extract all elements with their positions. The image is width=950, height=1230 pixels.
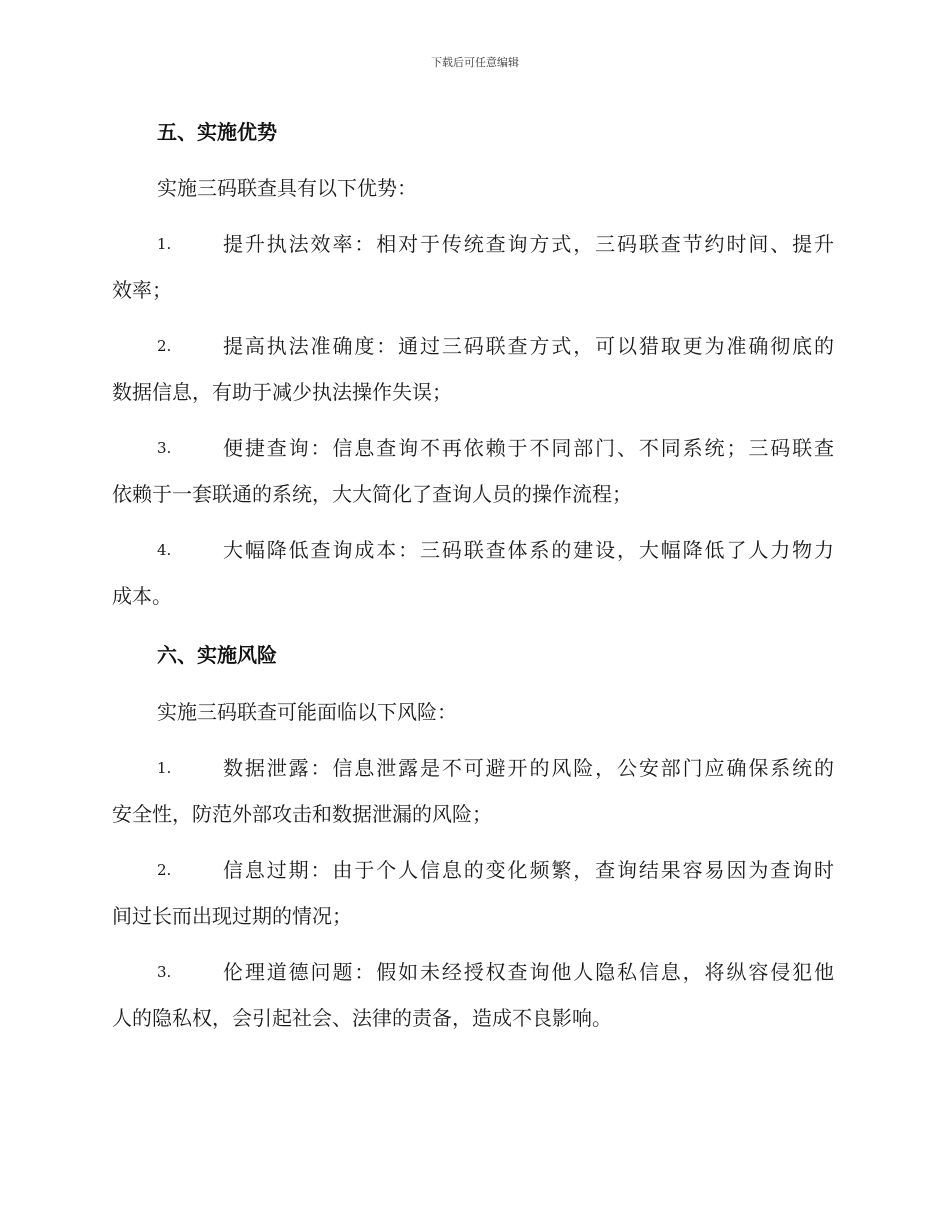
list-item	[112, 527, 834, 619]
list-item-number: 1.	[157, 759, 172, 777]
list-item	[112, 949, 834, 1041]
list-item-number: 2.	[157, 337, 172, 355]
list-item-text-continued: 间过长而出现过期的情况；	[112, 904, 352, 928]
list-item-text: 提升执法效率：相对于传统查询方式，三码联查节约时间、提升	[223, 232, 834, 256]
list-item-text: 提高执法准确度：通过三码联查方式，可以猎取更为准确彻底的	[223, 334, 834, 358]
list-item	[112, 221, 834, 313]
list-item-text: 数据泄露：信息泄露是不可避开的风险，公安部门应确保系统的	[223, 756, 834, 780]
list-item	[112, 323, 834, 415]
list-item-text-continued: 依赖于一套联通的系统，大大简化了查询人员的操作流程；	[112, 482, 632, 506]
list-item-text-continued: 人的隐私权，会引起社会、法律的责备，造成不良影响。	[112, 1006, 612, 1030]
page-header: 下载后可任意编辑	[431, 56, 519, 69]
list-item-text: 伦理道德问题：假如未经授权查询他人隐私信息，将纵容侵犯他	[223, 960, 834, 984]
list-item-text-continued: 数据信息，有助于减少执法操作失误；	[112, 380, 452, 404]
list-item-number: 2.	[157, 861, 172, 879]
list-item-text: 信息过期：由于个人信息的变化频繁，查询结果容易因为查询时	[223, 858, 834, 882]
list-item-number: 1.	[157, 235, 172, 253]
section-intro-risks: 实施三码联查可能面临以下风险：	[157, 700, 457, 724]
list-item-number: 3.	[157, 963, 172, 981]
list-item-text-continued: 成本。	[112, 584, 172, 608]
list-item-number: 4.	[157, 541, 172, 559]
list-item	[112, 847, 834, 939]
list-item-text: 大幅降低查询成本：三码联查体系的建设，大幅降低了人力物力	[223, 538, 834, 562]
list-item	[112, 745, 834, 837]
list-item-text: 便捷查询：信息查询不再依赖于不同部门、不同系统；三码联查	[223, 436, 834, 460]
list-item-text-continued: 效率；	[112, 278, 172, 302]
list-item-text-continued: 安全性，防范外部攻击和数据泄漏的风险；	[112, 802, 492, 826]
section-heading-advantages: 五、实施优势	[157, 120, 277, 144]
list-item-number: 3.	[157, 439, 172, 457]
list-item	[112, 425, 834, 517]
section-heading-risks: 六、实施风险	[157, 643, 277, 667]
section-intro-advantages: 实施三码联查具有以下优势：	[157, 176, 417, 200]
